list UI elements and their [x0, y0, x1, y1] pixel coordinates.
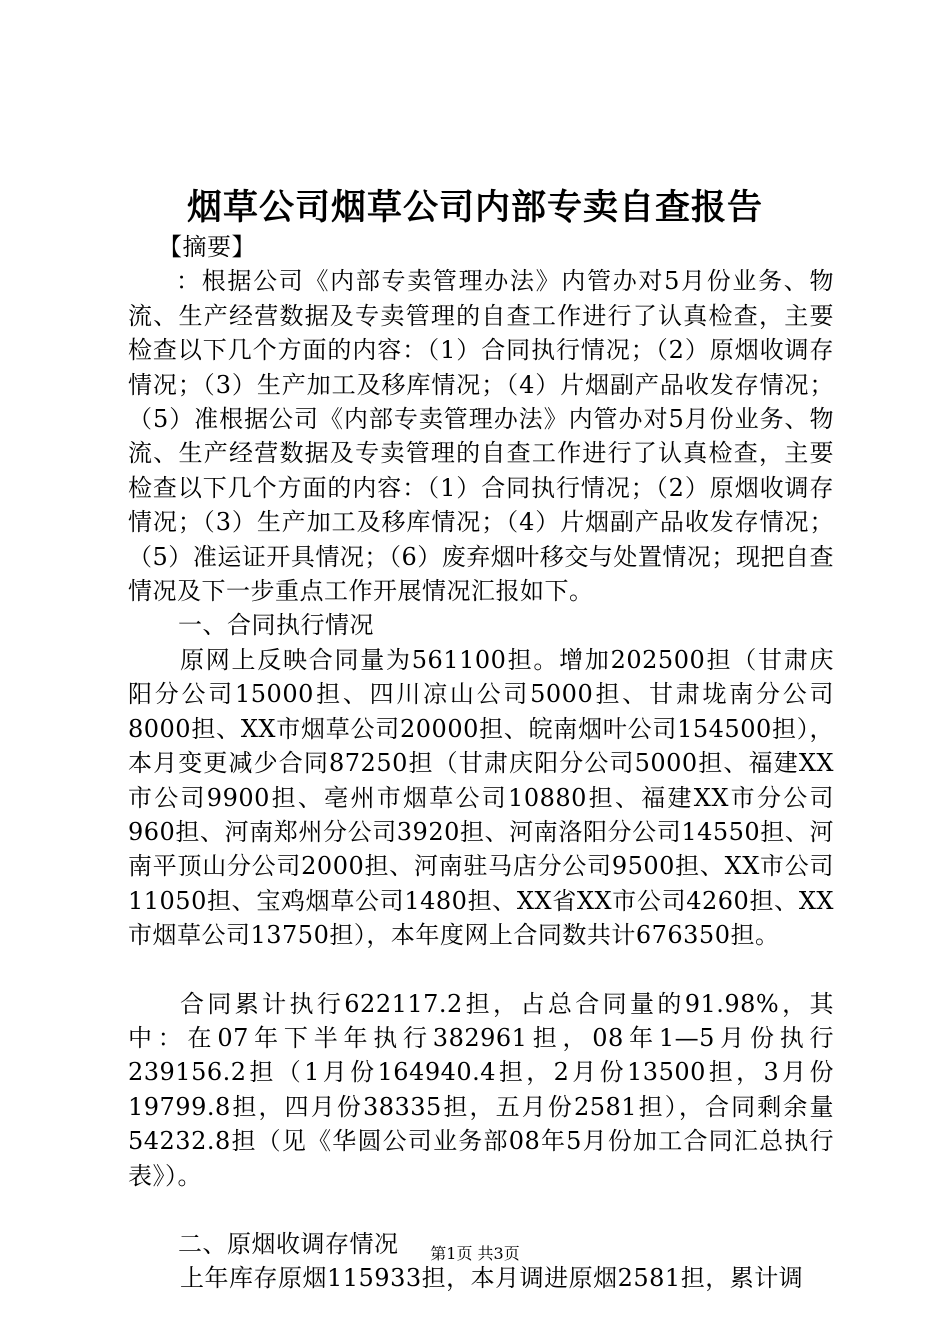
contract-paragraph-1: 原网上反映合同量为561100担。增加202500担（甘肃庆阳分公司15000担、四川凉山公司5000担、甘肃垅南分公司8000担、XX市烟草公司20000担、皖南烟叶公司154500担），本月变更减少合同87250担（甘肃庆阳分公司5000担、福建XX市公司9900担、亳州市烟草公司10880担、福建XX市分公司960担、河南郑州分公司3920担、河南洛阳分公司14550担、河南平顶山分公司2000担、河南驻马店分公司9500担、XX市公司11050担、宝鸡烟草公司1480担、XX省XX市公司4260担、XX市烟草公司13750担），本年度网上合同数共计676350担。	[128, 645, 834, 950]
document-title: 烟草公司烟草公司内部专卖自查报告	[186, 188, 763, 228]
paragraph-gap	[128, 1193, 834, 1227]
tobacco-paragraph-1: 上年库存原烟115933担，本月调进原烟2581担，累计调	[180, 1264, 804, 1293]
abstract-label: 【摘要】	[158, 233, 256, 261]
document-body	[128, 230, 834, 1296]
section-heading-tobacco: 二、原烟收调存情况	[178, 1229, 399, 1258]
paragraph-gap	[128, 953, 834, 987]
section-heading-contract: 一、合同执行情况	[178, 611, 374, 640]
abstract-paragraph: ：根据公司《内部专卖管理办法》内管办对5月份业务、物流、生产经营数据及专卖管理的自查工作进行了认真检查，主要检查以下几个方面的内容：（1）合同执行情况；（2）原烟收调存情况；（3）生产加工及移库情况；（4）片烟副产品收发存情况；（5）准根据公司《内部专卖管理办法》内管办对5月份业务、物流、生产经营数据及专卖管理的自查工作进行了认真检查，主要检查以下几个方面的内容：（1）合同执行情况；（2）原烟收调存情况；（3）生产加工及移库情况；（4）片烟副产品收发存情况；（5）准运证开具情况；（6）废弃烟叶移交与处置情况；现把自查情况及下一步重点工作开展情况汇报如下。	[128, 267, 834, 606]
contract-paragraph-2: 合同累计执行622117.2担，占总合同量的91.98%，其中：在07年下半年执行382961担，08年1—5月份执行239156.2担（1月份164940.4担，2月份13500担，3月份19799.8担，四月份38335担，五月份2581担），合同剩余量54232.8担（见《华圆公司业务部08年5月份加工合同汇总执行表》）。	[128, 989, 834, 1190]
page-footer: 第1页 共3页	[430, 1244, 520, 1263]
